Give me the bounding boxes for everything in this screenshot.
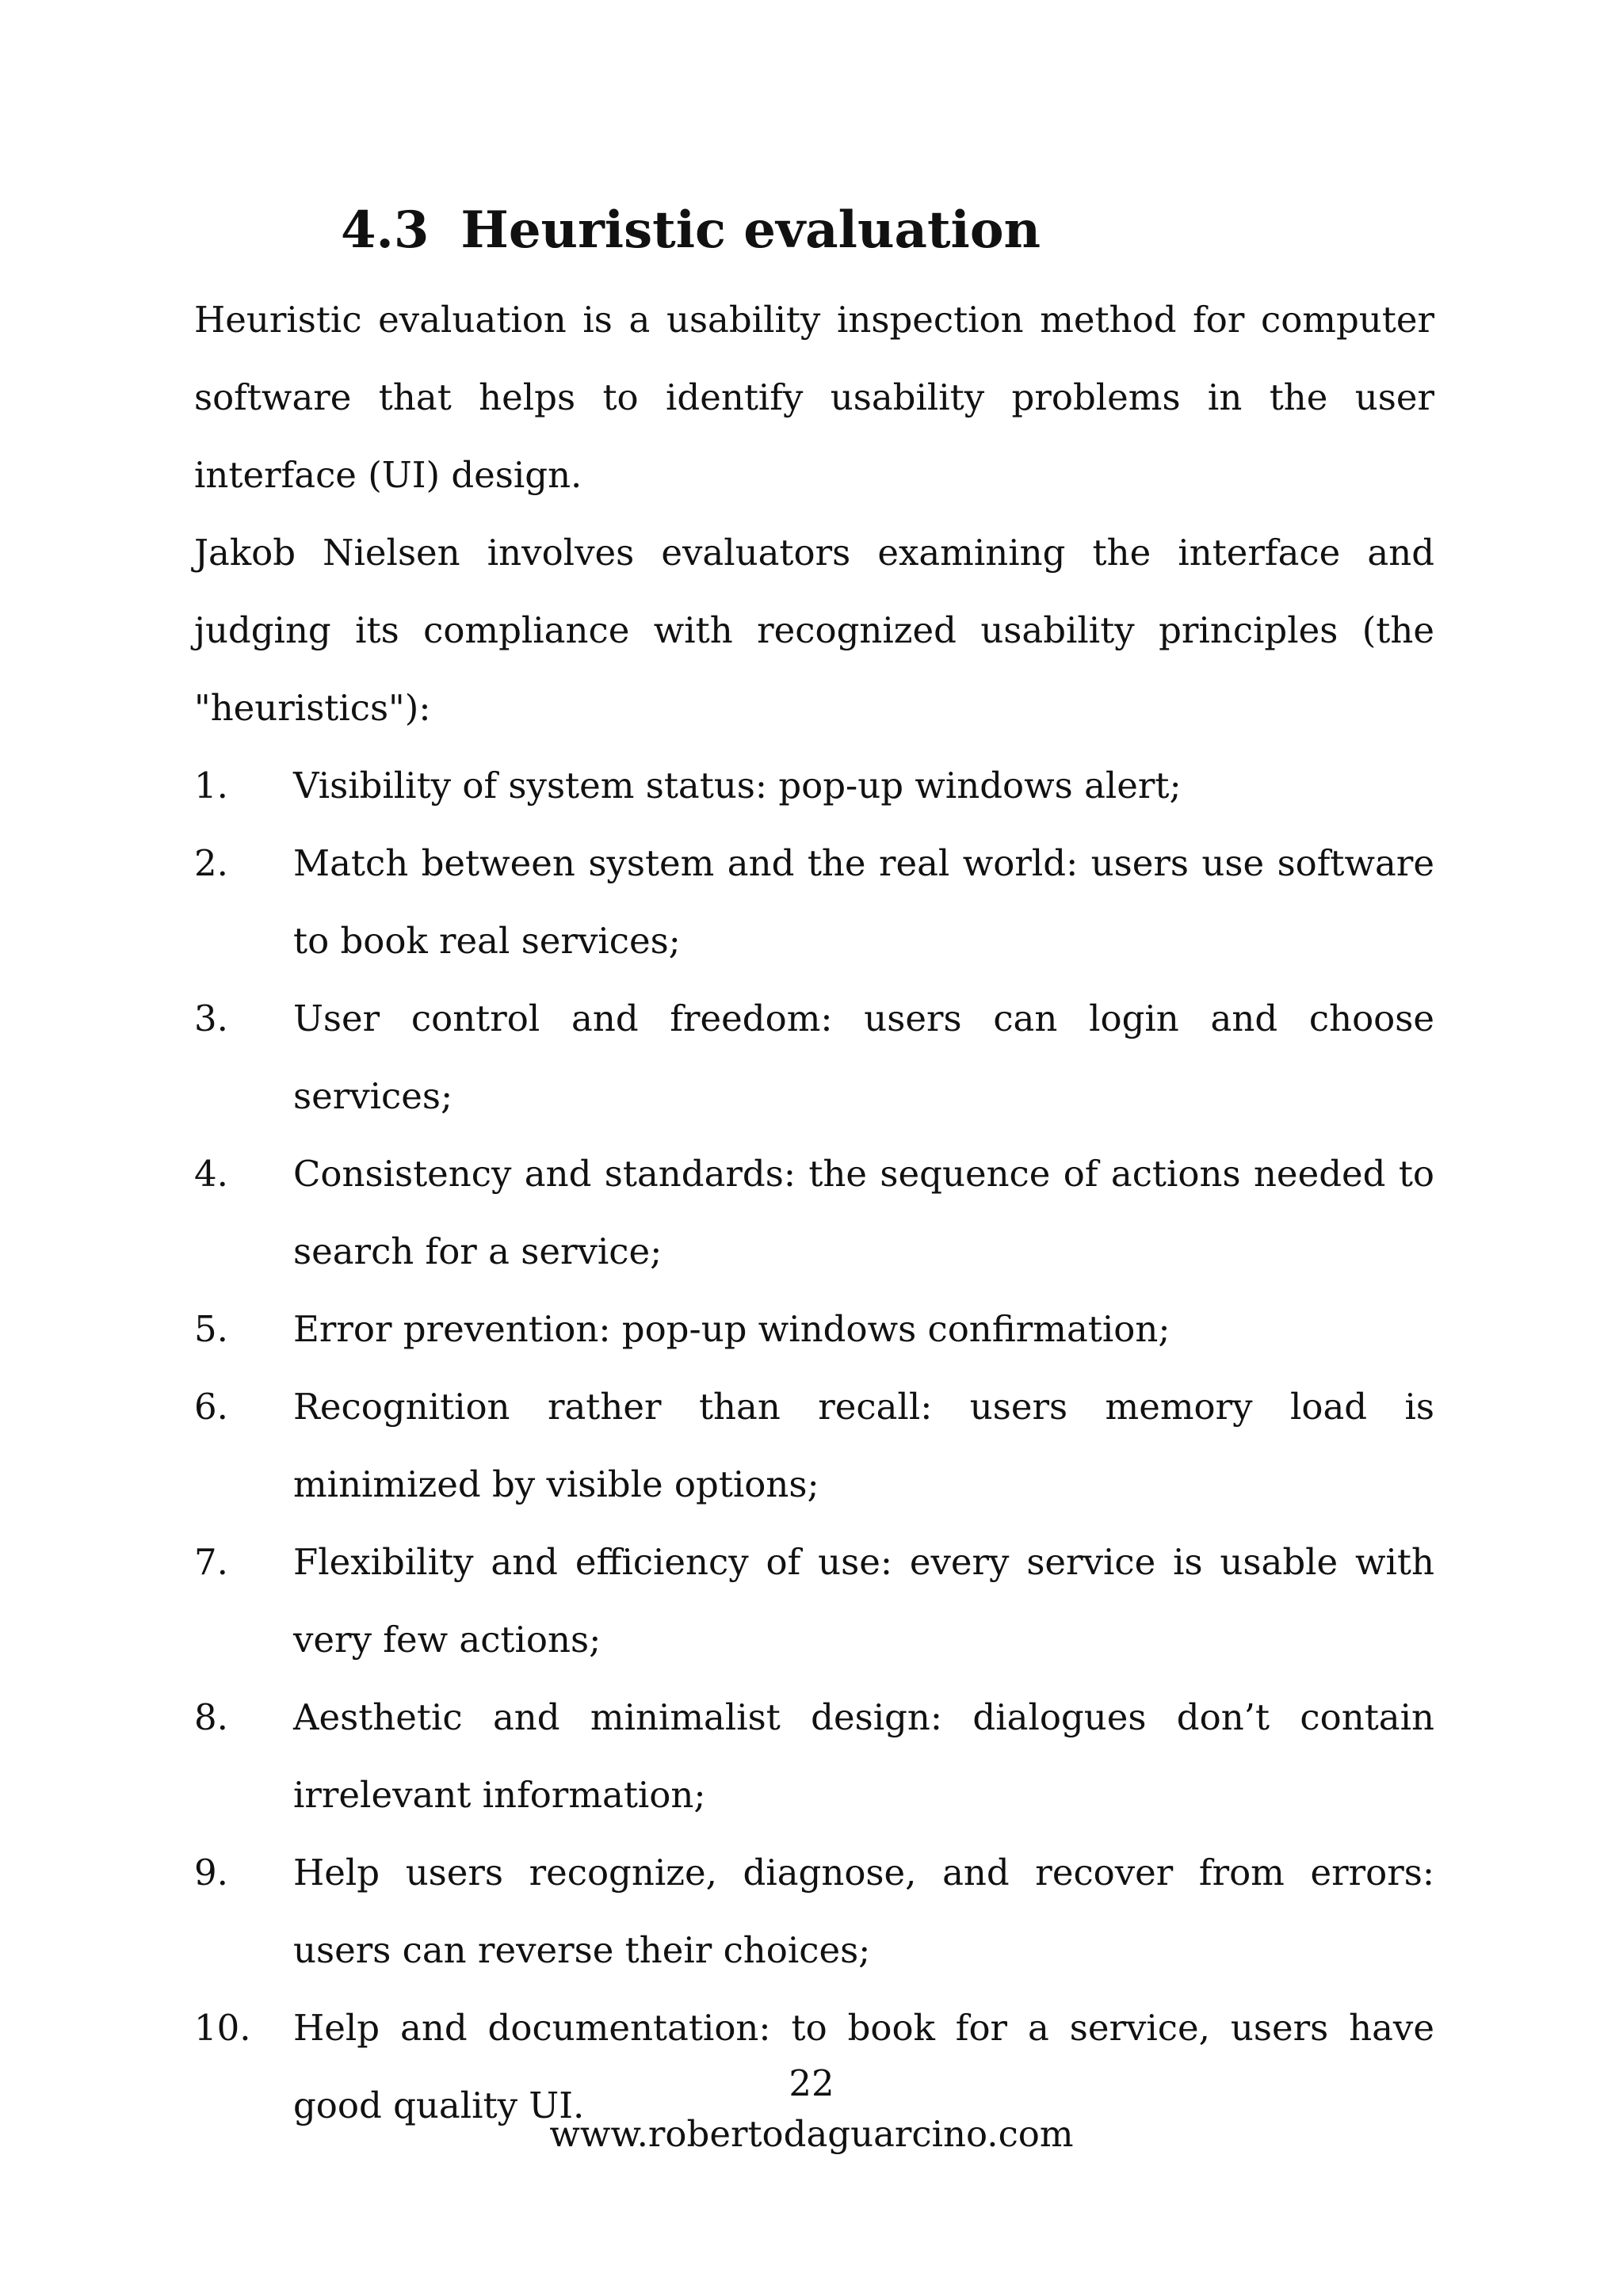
intro-paragraph: Heuristic evaluation is a usability inspection method for computer software that helps to identify usability problems in the user interface (UI) design. [194,299,1434,496]
list-item-text: Help users recognize, diagnose, and recover from errors: users can reverse their choices; [293,1852,1434,1971]
list-item [194,825,1434,980]
list-item-number: 2. [194,842,228,884]
list-item-number: 1. [194,765,228,807]
list-item [194,747,1434,825]
nielsen-paragraph: Jakob Nielsen involves evaluators examining the interface and judging its compliance with recognized usability principles (the "heuristics"): [194,532,1434,729]
list-item-text: Error prevention: pop-up windows confirmation; [293,1308,1170,1350]
list-item-number: 4. [194,1153,228,1195]
list-item [194,1135,1434,1291]
list-item-number: 10. [194,2007,251,2049]
list-item-text: Aesthetic and minimalist design: dialogues don’t contain irrelevant information; [293,1696,1434,1816]
list-item [194,1679,1434,1834]
section-heading [341,195,1041,266]
section-title: Heuristic evaluation [460,200,1041,260]
list-item-number: 3. [194,997,228,1039]
list-item [194,1291,1434,1368]
section-number: 4.3 [341,200,430,260]
list-item-text: User control and freedom: users can login and choose services; [293,997,1434,1117]
footer-website: www.robertodaguarcino.com [549,2113,1074,2155]
list-item-text: Visibility of system status: pop-up windows alert; [293,765,1182,807]
list-item-number: 7. [194,1541,228,1583]
page-number: 22 [789,2062,834,2104]
list-item [194,1524,1434,1679]
list-item-text: Flexibility and efficiency of use: every service is usable with very few actions; [293,1541,1434,1661]
body-text [194,281,1434,2145]
list-item-text: Help and documentation: to book for a service, users have good quality UI. [293,2007,1434,2126]
list-item-number: 8. [194,1696,228,1738]
list-item [194,1368,1434,1524]
list-item-number: 6. [194,1386,228,1428]
list-item-number: 9. [194,1852,228,1894]
list-item [194,1834,1434,1989]
heuristics-list [194,747,1434,2145]
list-item-number: 5. [194,1308,228,1350]
list-item-text: Recognition rather than recall: users memory load is minimized by visible options; [293,1386,1434,1505]
list-item-text: Consistency and standards: the sequence of actions needed to search for a service; [293,1153,1434,1272]
list-item-text: Match between system and the real world: users use software to book real services; [293,842,1434,962]
list-item [194,980,1434,1135]
